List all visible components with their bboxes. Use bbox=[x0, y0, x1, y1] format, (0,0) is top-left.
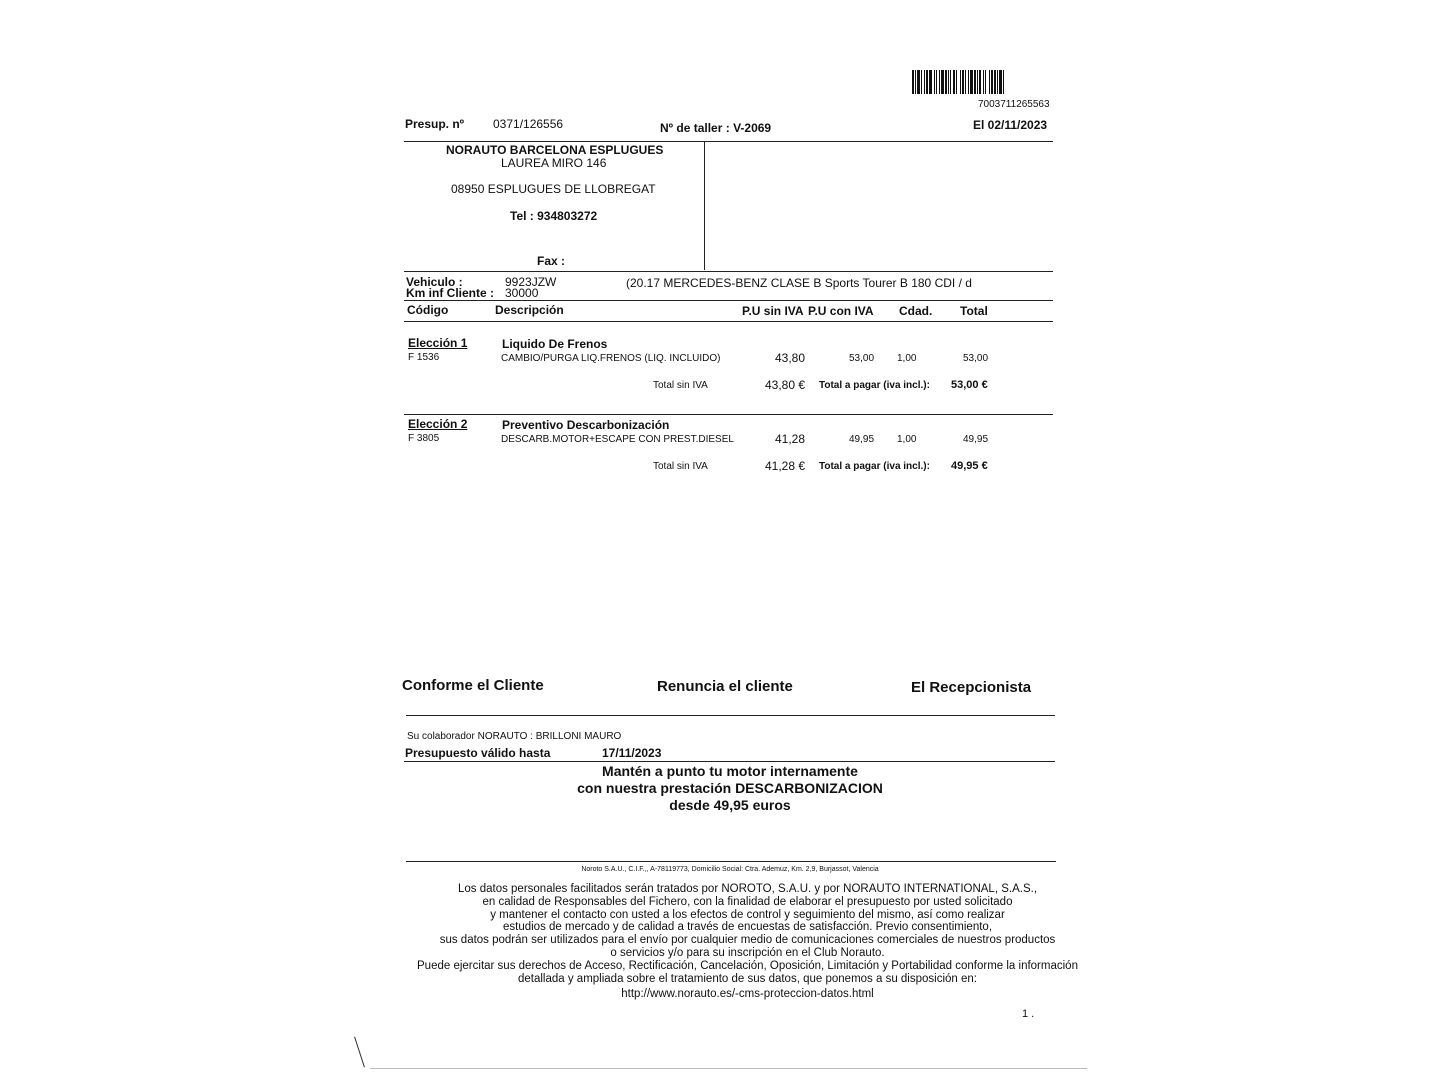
legal-divider bbox=[406, 861, 1056, 862]
vehicle-divider bbox=[404, 300, 1053, 301]
barcode-bar bbox=[945, 70, 947, 94]
privacy-notice bbox=[400, 883, 1095, 1001]
barcode-bar bbox=[912, 70, 914, 94]
vehicle-plate: 9923JZW bbox=[505, 275, 557, 289]
vehicle-model: (20.17 MERCEDES-BENZ CLASE B Sports Tourer B 180 CDI / d bbox=[626, 276, 972, 290]
item-cantidad: 1,00 bbox=[897, 353, 917, 364]
barcode-bar bbox=[970, 70, 973, 94]
validity-date: 17/11/2023 bbox=[602, 746, 662, 760]
eleccion-label: Elección 2 bbox=[408, 417, 468, 431]
privacy-line: estudios de mercado y de calidad a través de encuestas de satisfacción. Previo consentimiento, bbox=[502, 921, 993, 934]
store-divider bbox=[404, 271, 1053, 272]
signature-cliente: Conforme el Cliente bbox=[402, 677, 544, 694]
promo-text bbox=[480, 763, 980, 814]
col-header-pu-sin-iva: P.U sin IVA bbox=[742, 304, 804, 318]
barcode-bar bbox=[983, 70, 984, 94]
privacy-line: http://www.norauto.es/-cms-proteccion-datos.html bbox=[621, 988, 874, 1001]
item-pu-sin-iva: 43,80 bbox=[775, 351, 806, 365]
page-number: 1 . bbox=[1022, 1008, 1035, 1020]
col-header-cdad: Cdad. bbox=[899, 304, 933, 318]
barcode-bar bbox=[979, 70, 981, 94]
colaborador-text: Su colaborador NORAUTO : BRILLONI MAURO bbox=[407, 731, 622, 742]
barcode-bar bbox=[974, 70, 976, 94]
total-pagar-value: 53,00 € bbox=[951, 379, 988, 391]
eleccion-title: Preventivo Descarbonización bbox=[502, 418, 670, 432]
col-header-codigo: Código bbox=[407, 303, 449, 317]
barcode-bar bbox=[965, 70, 966, 94]
table-header-divider bbox=[404, 321, 1053, 322]
total-pagar-label: Total a pagar (iva incl.): bbox=[819, 461, 930, 472]
barcode-bar bbox=[962, 70, 964, 94]
item-pu-sin-iva: 41,28 bbox=[775, 432, 806, 446]
barcode-bar bbox=[999, 70, 1002, 94]
store-name: NORAUTO BARCELONA ESPLUGUES bbox=[446, 143, 664, 157]
vehicle-label: Vehiculo : bbox=[406, 275, 463, 289]
item-description: CAMBIO/PURGA LIQ.FRENOS (LIQ. INCLUIDO) bbox=[501, 353, 721, 364]
col-header-pu-con-iva: P.U con IVA bbox=[808, 304, 874, 318]
total-sin-iva-value: 41,28 € bbox=[765, 459, 806, 473]
store-box-divider bbox=[704, 142, 705, 270]
privacy-line: Los datos personales facilitados serán tratados por NOROTO, S.A.U. y por NORAUTO INTERNATIONAL, S.A.S., bbox=[457, 883, 1038, 895]
barcode-bar bbox=[948, 70, 949, 94]
barcode-bar bbox=[934, 70, 935, 94]
barcode-bar bbox=[968, 70, 969, 94]
privacy-line: o servicios y/o para su inscripción en el Club Norauto. bbox=[610, 946, 885, 959]
barcode-bar bbox=[956, 70, 957, 94]
document-date: El 02/11/2023 bbox=[973, 118, 1048, 132]
validity-label: Presupuesto válido hasta bbox=[405, 746, 551, 760]
eleccion-title: Liquido De Frenos bbox=[502, 337, 608, 351]
item-total: 53,00 bbox=[963, 353, 989, 364]
col-header-descripcion: Descripción bbox=[495, 303, 564, 317]
validity-divider bbox=[404, 761, 1055, 762]
promo-line: Mantén a punto tu motor internamente bbox=[602, 763, 858, 779]
total-pagar-value: 49,95 € bbox=[951, 460, 988, 472]
signature-divider bbox=[406, 715, 1055, 716]
barcode-bar bbox=[960, 70, 961, 94]
store-phone: Tel : 934803272 bbox=[510, 209, 598, 223]
signature-renuncia: Renuncia el cliente bbox=[657, 678, 793, 695]
item-code: F 3805 bbox=[408, 433, 440, 444]
item-cantidad: 1,00 bbox=[897, 434, 917, 445]
privacy-line: Puede ejercitar sus derechos de Acceso, Rectificación, Cancelación, Oposición, Limitación y Portabilidad conforme la información bbox=[417, 959, 1078, 972]
km-value: 30000 bbox=[505, 286, 539, 300]
scan-edge-line bbox=[370, 1068, 1087, 1069]
total-sin-iva-label: Total sin IVA bbox=[653, 380, 708, 391]
store-city: 08950 ESPLUGUES DE LLOBREGAT bbox=[451, 182, 656, 196]
signature-recepcionista: El Recepcionista bbox=[911, 679, 1032, 696]
barcode-bar bbox=[921, 70, 922, 94]
item-description: DESCARB.MOTOR+ESCAPE CON PREST.DIESEL bbox=[501, 434, 734, 445]
item-code: F 1536 bbox=[408, 352, 440, 363]
barcode-number: 7003711265563 bbox=[978, 99, 1050, 110]
item-pu-con-iva: 53,00 bbox=[849, 353, 875, 364]
eleccion-divider bbox=[404, 414, 1053, 415]
header-divider bbox=[404, 141, 1053, 142]
barcode-bar bbox=[1003, 70, 1004, 94]
barcode-image bbox=[912, 70, 1054, 94]
presupuesto-number: 0371/126556 bbox=[493, 117, 564, 131]
barcode-bar bbox=[917, 70, 920, 94]
barcode-bar bbox=[977, 70, 978, 94]
scan-mark bbox=[354, 1037, 365, 1068]
item-total: 49,95 bbox=[963, 434, 989, 445]
legal-company-text: Noroto S.A.U., C.I.F.,, A-78119773, Domicilio Social: Ctra. Ademuz, Km. 2,9, Burjassot, Valencia bbox=[581, 866, 879, 873]
barcode-bar bbox=[950, 70, 951, 94]
barcode-bar bbox=[941, 70, 944, 94]
store-street: LAUREA MIRO 146 bbox=[501, 156, 607, 170]
barcode-bar bbox=[994, 70, 996, 94]
privacy-line: detallada y ampliada sobre el tratamiento de sus datos, que ponemos a su disposición en: bbox=[517, 972, 977, 985]
store-fax: Fax : bbox=[537, 254, 566, 268]
barcode-bar bbox=[915, 70, 916, 94]
privacy-line: en calidad de Responsables del Fichero, con la finalidad de elaborar el presupuesto por usted solicitado bbox=[482, 895, 1013, 908]
barcode-bar bbox=[989, 70, 990, 94]
barcode-bar bbox=[997, 70, 998, 94]
col-header-total: Total bbox=[960, 304, 988, 318]
barcode-bar bbox=[924, 70, 925, 94]
promo-line: con nuestra prestación DESCARBONIZACION bbox=[577, 780, 883, 796]
km-label: Km inf Cliente : bbox=[406, 286, 495, 300]
privacy-line: y mantener el contacto con usted a los efectos de control y seguimiento del mismo, así como realizar bbox=[490, 908, 1005, 921]
presupuesto-label: Presup. nº bbox=[405, 117, 465, 131]
barcode-bar bbox=[929, 70, 932, 94]
total-sin-iva-value: 43,80 € bbox=[765, 378, 806, 392]
barcode-bar bbox=[939, 70, 940, 94]
total-sin-iva-label: Total sin IVA bbox=[653, 461, 708, 472]
barcode-bar bbox=[936, 70, 937, 94]
total-pagar-label: Total a pagar (iva incl.): bbox=[819, 380, 930, 391]
promo-line: desde 49,95 euros bbox=[669, 797, 791, 813]
barcode-bar bbox=[953, 70, 955, 94]
taller-number: Nº de taller : V-2069 bbox=[660, 121, 772, 135]
barcode-bar bbox=[926, 70, 928, 94]
barcode-bar bbox=[991, 70, 993, 94]
item-pu-con-iva: 49,95 bbox=[849, 434, 875, 445]
eleccion-label: Elección 1 bbox=[408, 336, 468, 350]
privacy-line: sus datos podrán ser utilizados para el envío por cualquier medio de comunicaciones comerciales de nuestros productos bbox=[439, 934, 1056, 947]
barcode-bar bbox=[985, 70, 986, 94]
